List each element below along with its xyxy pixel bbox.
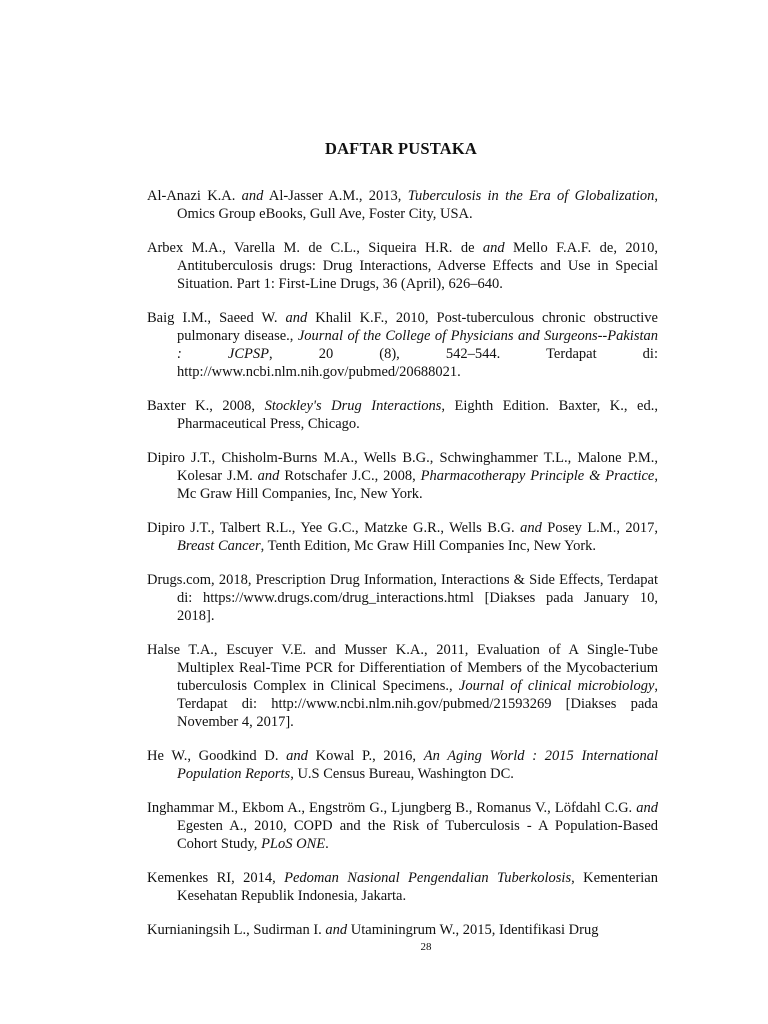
reference-text: Inghammar M., Ekbom A., Engström G., Ljungberg B., Romanus V., Löfdahl C.G.: [147, 800, 637, 816]
reference-italic-text: Pharmacotherapy Principle & Practice: [420, 468, 655, 484]
reference-list: [147, 187, 658, 955]
reference-text: Posey L.M., 2017,: [541, 520, 658, 536]
reference-text: Utaminingrum W., 2015, Identifikasi Drug: [347, 922, 599, 938]
reference-text: Dipiro J.T., Chisholm-Burns M.A., Wells B.G., Schwinghammer T.L., Malone P.M., Kolesar J.M.: [147, 450, 658, 484]
reference-text: Mello F.A.F. de, 2010, Antituberculosis drugs: Drug Interactions, Adverse Effects and Use in Special Situation. Part 1: First-Line Drugs, 36 (April), 626–640.: [177, 240, 658, 292]
reference-entry: [147, 239, 658, 293]
reference-entry: [147, 921, 658, 939]
page-title: DAFTAR PUSTAKA: [324, 139, 478, 158]
reference-italic-text: An Aging World : 2015 International Population Reports: [177, 748, 658, 782]
reference-text: Egesten A., 2010, COPD and the Risk of Tuberculosis - A Population-Based Cohort Study,: [177, 818, 658, 852]
reference-text: .: [325, 836, 329, 852]
reference-entry: [147, 869, 658, 905]
reference-text: Baxter K., 2008,: [147, 398, 265, 414]
reference-italic-text: Stockley's Drug Interactions: [264, 398, 442, 414]
reference-entry: [147, 187, 658, 223]
reference-italic-text: and: [286, 748, 308, 764]
reference-entry: [147, 571, 658, 625]
reference-italic-text: Tuberculosis in the Era of Globalization: [407, 188, 655, 204]
reference-italic-text: and: [257, 468, 280, 484]
reference-text: Rotschafer J.C., 2008,: [279, 468, 421, 484]
reference-entry: [147, 747, 658, 783]
reference-entry: [147, 799, 658, 853]
reference-text: Baig I.M., Saeed W.: [147, 310, 286, 326]
reference-text: , Omics Group eBooks, Gull Ave, Foster City, USA.: [177, 188, 658, 222]
reference-text: , Mc Graw Hill Companies, Inc, New York.: [177, 468, 658, 502]
reference-text: Kowal P., 2016,: [307, 748, 424, 764]
reference-entry: [147, 449, 658, 503]
reference-italic-text: and: [325, 922, 348, 938]
reference-entry: [147, 641, 658, 731]
reference-italic-text: Pedoman Nasional Pengendalian Tuberkolosis: [284, 870, 572, 886]
reference-italic-text: PLoS ONE: [261, 836, 326, 852]
reference-italic-text: Journal of clinical microbiology: [458, 678, 655, 694]
reference-text: Kemenkes RI, 2014,: [147, 870, 285, 886]
reference-italic-text: Breast Cancer: [177, 538, 261, 554]
reference-italic-text: and: [482, 240, 505, 256]
reference-text: , Terdapat di: http://www.ncbi.nlm.nih.gov/pubmed/21593269 [Diakses pada November 4, 2017].: [177, 678, 659, 730]
page-number: 28: [420, 941, 432, 953]
reference-text: Al-Jasser A.M., 2013,: [263, 188, 408, 204]
reference-text: Kurnianingsih L., Sudirman I.: [147, 922, 326, 938]
reference-text: , Kementerian Kesehatan Republik Indonesia, Jakarta.: [177, 870, 658, 904]
reference-text: Drugs.com, 2018, Prescription Drug Information, Interactions & Side Effects, Terdapat di: https://www.drugs.com/drug_interactions.html [Diakses pada January 10, 2018].: [147, 572, 658, 624]
reference-text: , 20 (8), 542–544. Terdapat di: http://www.ncbi.nlm.nih.gov/pubmed/20688021.: [177, 346, 658, 380]
reference-text: , U.S Census Bureau, Washington DC.: [290, 766, 514, 782]
reference-entry: [147, 519, 658, 555]
reference-italic-text: and: [520, 520, 542, 536]
reference-entry: [147, 309, 658, 381]
reference-text: Khalil K.F., 2010, Post-tuberculous chronic obstructive pulmonary disease.,: [177, 310, 658, 344]
reference-italic-text: and: [285, 310, 308, 326]
reference-italic-text: Journal of the College of Physicians and Surgeons--Pakistan : JCPSP: [177, 328, 658, 362]
reference-entry: [147, 397, 658, 433]
reference-text: He W., Goodkind D.: [147, 748, 287, 764]
reference-italic-text: and: [636, 800, 658, 816]
reference-text: Dipiro J.T., Talbert R.L., Yee G.C., Matzke G.R., Wells B.G.: [147, 520, 521, 536]
reference-text: Al-Anazi K.A.: [147, 188, 242, 204]
reference-text: Arbex M.A., Varella M. de C.L., Siqueira H.R. de: [147, 240, 483, 256]
reference-text: Halse T.A., Escuyer V.E. and Musser K.A., 2011, Evaluation of A Single-Tube Multiplex Real-Time PCR for Differentiation of Members of the Mycobacterium tuberculosis Complex in Clinical Specimens.,: [147, 642, 658, 694]
reference-italic-text: and: [241, 188, 264, 204]
reference-text: , Tenth Edition, Mc Graw Hill Companies Inc, New York.: [260, 538, 597, 554]
reference-text: , Eighth Edition. Baxter, K., ed., Pharmaceutical Press, Chicago.: [177, 398, 658, 432]
